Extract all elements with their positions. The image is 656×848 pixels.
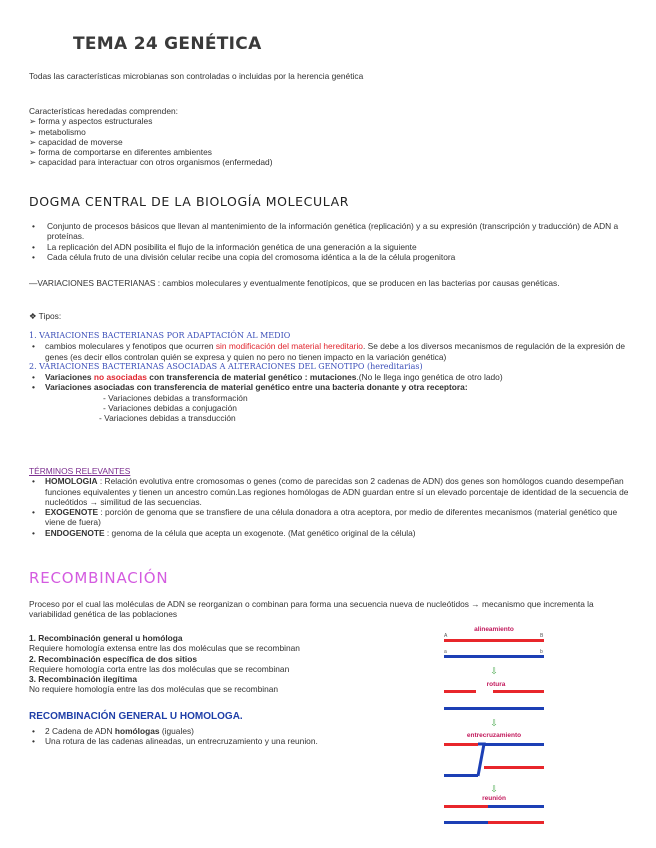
terminos-section [29,466,629,538]
rec-type-title: 1. Recombinación general u homóloga [29,633,183,643]
tipo1-list [29,341,629,362]
heredadas-item: ➢ capacidad para interactuar con otros organismos (enfermedad) [29,157,273,168]
sub-item: - Variaciones debidas a transformación [103,392,248,403]
dna-strand-red [444,743,478,746]
dna-strand-blue [444,774,478,777]
step-label-rotura: rotura [486,681,506,688]
termino-term: ENDOGENOTE [45,527,105,538]
tipo2-list [29,372,629,393]
page-title: TEMA 24 GENÉTICA [73,34,262,54]
general-item [29,726,429,736]
heredadas-item: ➢ forma y aspectos estructurales [29,116,153,127]
terminos-list [29,476,629,538]
tipo1-heading: 1. VARIACIONES BACTERIANAS POR ADAPTACIÓN AL MEDIO [29,331,291,340]
tipo2-heading: 2. VARIACIONES BACTERIANAS ASOCIADAS A ALTERACIONES DEL GENOTIPO (hereditarias) [29,361,423,371]
heredadas-item: ➢ capacidad de moverse [29,136,123,147]
termino-item [29,476,629,507]
dna-strand-red [488,821,544,824]
termino-text: : porción de genoma que se transfiere de una célula donadora a otra aceptora, por medio de diferentes mecanismos (material genético que viene de fuera) [45,507,618,528]
end-label: B [540,633,544,639]
rec-type-desc: Requiere homología extensa entre las dos moléculas que se recombinan [29,643,300,654]
termino-item [29,507,629,528]
termino-term: HOMOLOGIA [45,476,98,487]
recombinacion-intro: Proceso por el cual las moléculas de ADN se reorganizan o combinan para forma una secuencia nueva de nucleótidos → mecanismo que incrementa la variabilidad genética de las poblaciones [29,599,594,620]
arrow-down-icon: ⇩ [490,718,498,728]
tipo2-item-2: • Variaciones asociadas con transferencia de material genético entre una bacteria donante y otra receptora: [29,382,629,392]
variaciones-def: —VARIACIONES BACTERIANAS : cambios moleculares y eventualmente fenotípicos, que se producen en las bacterias por causas genéticas. [29,278,560,288]
rec-type-desc: No requiere homología entre las dos moléculas que se recombinan [29,684,279,695]
crossover-strand [478,744,484,776]
heredadas-heading: Características heredadas comprenden: [29,106,178,116]
tipos-section [29,331,629,424]
general-text-a: 2 Cadena de ADN [45,726,115,736]
tipo2-red-text: no asociadas [93,372,147,383]
dna-strand-red [484,766,544,769]
dogma-item: • Cada célula fruto de una división celular recibe una copia del cromosoma idéntica a la de la célula progenitora [29,252,629,262]
arrow-down-icon: ⇩ [490,784,498,794]
sub-list [29,393,629,424]
terminos-heading: TÉRMINOS RELEVANTES [29,466,131,476]
dna-strand-blue [444,707,544,710]
dogma-item: • La replicación del ADN posibilita el flujo de la información genética de una generación a la siguiente [29,242,629,252]
heredadas-section [29,106,629,168]
termino-item [29,528,629,538]
dna-strand-red [493,690,544,693]
rec-type-desc: Requiere homología corta entre las dos moléculas que se recombinan [29,663,290,674]
tipos-label: ❖ Tipos: [29,311,62,321]
dna-strand-blue [484,743,544,746]
tipo1-item [29,341,629,362]
tipo1-text-b: . Se debe a los diversos mecanismos de regulación de la expresión de genes (es decir ellos controlan quién se expresa y quien no pero no tienen impacto en la variación genética) [45,341,626,362]
dna-strand-blue [444,821,488,824]
dna-strand-red [444,690,476,693]
heredadas-item: ➢ forma de comportarse en diferentes ambientes [29,147,212,158]
rec-type-title: 3. Recombinación ilegítima [29,674,137,685]
termino-text: : genoma de la célula que acepta un exogenote. (Mat genético original de la célula) [106,527,416,538]
general-list [29,726,429,747]
sub-item: - Variaciones debidas a conjugación [103,403,237,414]
step-label-reunion: reunión [482,795,506,802]
general-text-c: (iguales) [159,726,194,736]
termino-term: EXOGENOTE [45,507,99,518]
general-text-b: homólogas [114,726,160,736]
recombination-diagram [438,622,550,832]
dna-strand-red [444,805,488,808]
end-label: b [540,649,543,655]
recombinacion-types [29,633,429,695]
end-label: a [444,649,447,655]
end-label: A [444,633,448,639]
general-item: • Una rotura de las cadenas alineadas, un entrecruzamiento y una reunion. [29,736,429,746]
tipo1-red-text: sin modificación del material hereditario [215,341,363,352]
tipo2-text-c: .(No le llega ingo genética de otro lado) [356,372,503,383]
dogma-list [29,221,629,262]
tipo2-text-b: con transferencia de material genético : mutaciones [146,372,357,383]
recombinacion-heading: RECOMBINACIÓN [29,569,169,587]
step-label-alineamiento: alineamiento [474,626,514,633]
dna-strand-blue [488,805,544,808]
heredadas-item: ➢ metabolismo [29,126,86,137]
dna-strand-blue [444,655,544,658]
dogma-heading: DOGMA CENTRAL DE LA BIOLOGÍA MOLECULAR [29,194,350,209]
dna-strand-red [444,639,544,642]
rec-type-title: 2. Recombinación específica de dos sitios [29,653,198,664]
tipo2-item-1 [29,372,629,382]
arrow-down-icon: ⇩ [490,666,498,676]
step-label-entrecruzamiento: entrecruzamiento [466,732,522,739]
tipo2-text-a: Variaciones [45,372,94,383]
tipo1-text-a: cambios moleculares y fenotipos que ocurren [45,341,216,352]
intro-text: Todas las características microbianas son controladas o incluidas por la herencia genética [29,71,364,81]
dogma-item: • Conjunto de procesos básicos que llevan al mantenimiento de la información genética (replicación) y a su expresión (transcripción y traducción) de ADN a proteínas. [29,221,629,242]
sub-item: - Variaciones debidas a transducción [99,413,236,424]
general-heading: RECOMBINACIÓN GENERAL U HOMOLOGA. [29,711,243,722]
termino-text: : Relación evolutiva entre cromosomas o genes (como de parecidas son 2 cadenas de ADN) dos genes son homólogos cuando desempeñan funciones equivalentes y tienen un ancestro común.Las regiones homólogas de ADN guardan entre sí un elevado porcentaje de identidad de la secuencia de nucleótidos → similitud de las secuencias. [45,476,629,507]
